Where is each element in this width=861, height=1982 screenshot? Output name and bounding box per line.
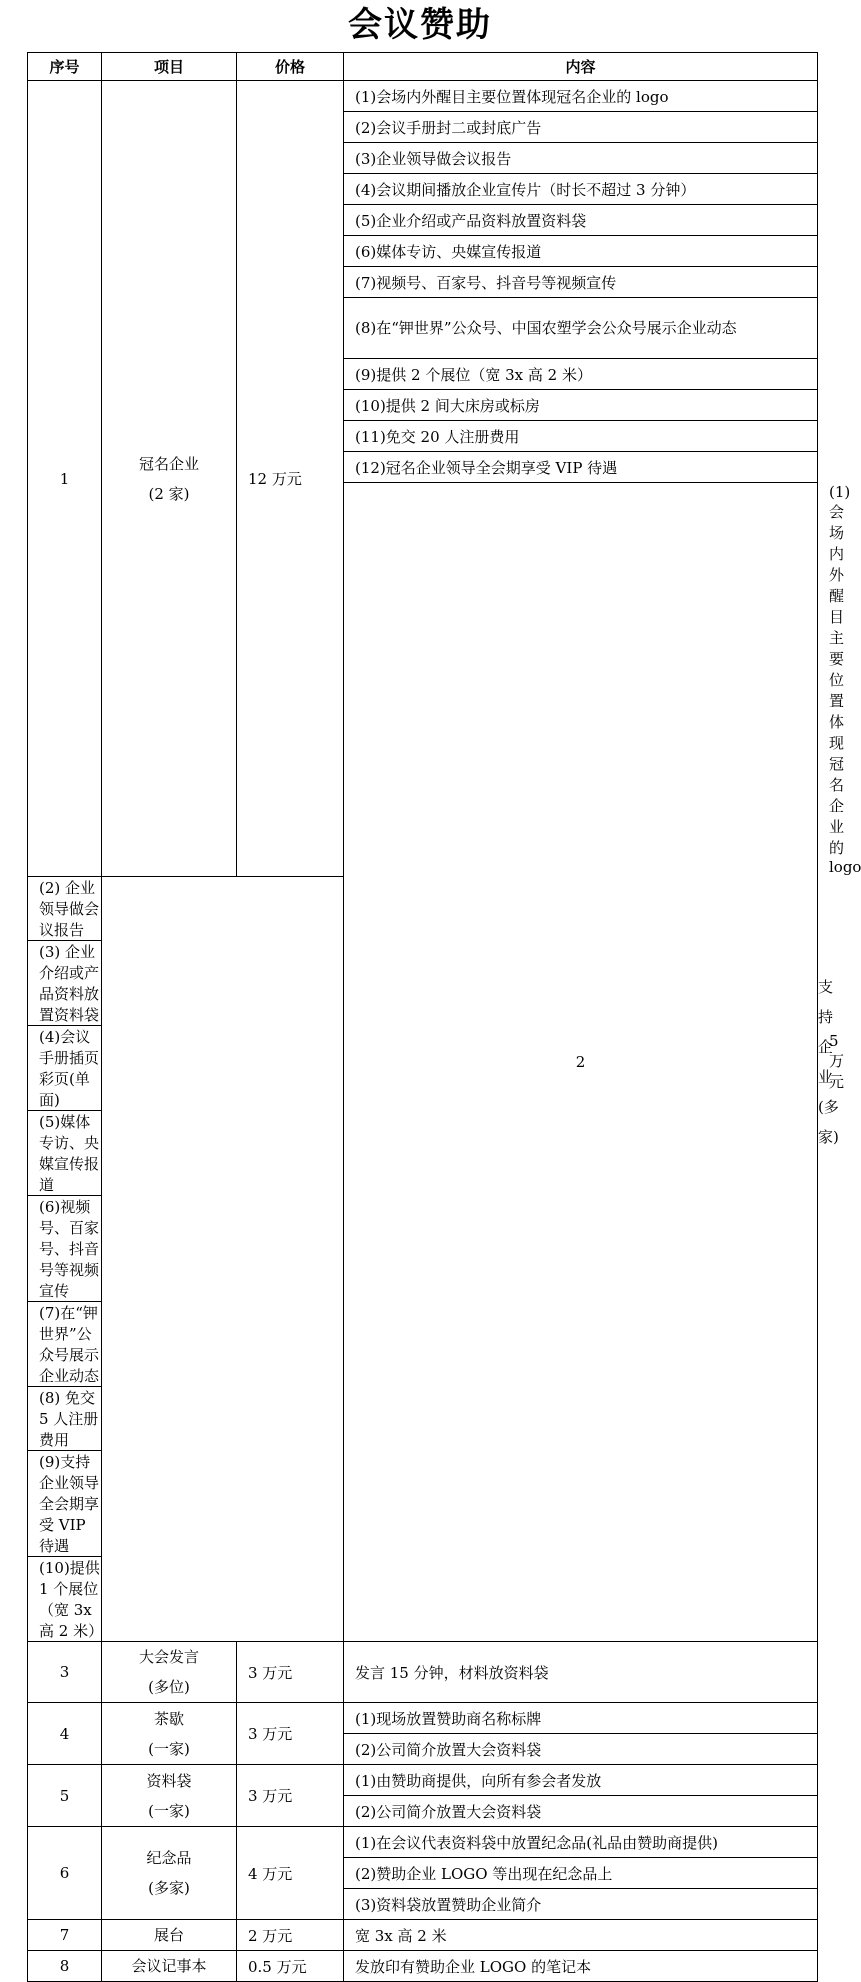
content-item: (7)在“钾世界”公众号展示企业动态 [28,1302,102,1387]
content-item: (6)媒体专访、央媒宣传报道 [344,236,818,267]
price-cell: 4 万元 [237,1827,344,1920]
header-row [28,53,818,81]
item-name: 大会发言 [138,1648,199,1666]
price-cell: 0.5 万元 [237,1951,344,1982]
content-item: (12)冠名企业领导全会期享受 VIP 待遇 [344,452,818,483]
content-item: 发放印有赞助企业 LOGO 的笔记本 [344,1951,818,1982]
price-cell: 12 万元 [237,81,344,877]
item-name: 冠名企业 [138,454,199,473]
table-row [28,81,818,112]
content-item: 宽 3x 高 2 米 [344,1920,818,1951]
content-item: (2)赞助企业 LOGO 等出现在纪念品上 [344,1858,818,1889]
item-quota: (一家) [148,1739,190,1758]
content-item: (9)支持企业领导全会期享受 VIP 待遇 [28,1451,102,1557]
header-item: 项目 [102,53,237,81]
content-item: (6)视频号、百家号、抖音号等视频宣传 [28,1196,102,1302]
item-quota: (一家) [148,1801,190,1820]
content-item: (8) 免交 5 人注册费用 [28,1387,102,1451]
item-name: 茶歇 [153,1709,184,1728]
row-number: 8 [28,1951,102,1982]
table-row [28,1920,818,1951]
row-number: 2 [344,483,818,1642]
item-cell [102,1703,237,1765]
content-item: (5)企业介绍或产品资料放置资料袋 [344,205,818,236]
content-item: (4)会议手册插页彩页(单面) [28,1026,102,1111]
content-item: (2)公司简介放置大会资料袋 [344,1734,818,1765]
table-row [28,1827,818,1858]
content-item: (5)媒体专访、央媒宣传报道 [28,1111,102,1196]
content-item: (2) 企业领导做会议报告 [28,877,102,941]
item-quota: (多位) [148,1678,190,1696]
table-row [28,1951,818,1982]
item-name: 会议记事本 [102,1951,237,1982]
content-item: (3) 企业介绍或产品资料放置资料袋 [28,941,102,1026]
table-row [28,1703,818,1734]
content-item: (10)提供 2 间大床房或标房 [344,390,818,421]
content-item: 发言 15 分钟，材料放资料袋 [344,1642,818,1703]
content-item: (1)现场放置赞助商名称标牌 [344,1703,818,1734]
row-number: 1 [28,81,102,877]
header-price: 价格 [237,53,344,81]
content-item: (7)视频号、百家号、抖音号等视频宣传 [344,267,818,298]
table-row [28,1765,818,1796]
item-cell [102,81,237,877]
header-content: 内容 [344,53,818,81]
content-item: (10)提供 1 个展位（宽 3x 高 2 米） [28,1557,102,1642]
price-cell: 3 万元 [237,1703,344,1765]
item-cell [102,1642,237,1703]
item-name: 资料袋 [146,1771,192,1790]
content-item: (4)会议期间播放企业宣传片（时长不超过 3 分钟） [344,174,818,205]
table-row [28,1642,818,1703]
content-item: (3)企业领导做会议报告 [344,143,818,174]
page-title: 会议赞助 [348,5,492,45]
content-item: (8)在“钾世界”公众号、中国农塑学会公众号展示企业动态 [344,298,818,359]
table-row: 2 支持企业 (多家) 5 万元 (1)会场内外醒目主要位置体现冠名企业的 logo [28,483,818,877]
item-quota: (2 家) [148,484,190,503]
price-cell: 3 万元 [237,1642,344,1703]
item-name: 展台 [102,1920,237,1951]
content-item: (1)在会议代表资料袋中放置纪念品(礼品由赞助商提供) [344,1827,818,1858]
content-item: (1)由赞助商提供，向所有参会者发放 [344,1765,818,1796]
sponsorship-table [27,52,861,1982]
item-quota: (多家) [148,1879,190,1897]
item-name: 纪念品 [146,1849,192,1867]
content-item: (3)资料袋放置赞助企业简介 [344,1889,818,1920]
header-no: 序号 [28,53,102,81]
row-number: 5 [28,1765,102,1827]
row-number: 7 [28,1920,102,1951]
content-item: (11)免交 20 人注册费用 [344,421,818,452]
content-item: (9)提供 2 个展位（宽 3x 高 2 米） [344,359,818,390]
item-cell [102,1827,237,1920]
row-number: 6 [28,1827,102,1920]
row-number: 4 [28,1703,102,1765]
row-number: 3 [28,1642,102,1703]
item-cell [102,1765,237,1827]
content-item: (2)会议手册封二或封底广告 [344,112,818,143]
price-cell: 2 万元 [237,1920,344,1951]
price-cell: 3 万元 [237,1765,344,1827]
content-item: (2)公司简介放置大会资料袋 [344,1796,818,1827]
content-item: (1)会场内外醒目主要位置体现冠名企业的 logo [344,81,818,112]
